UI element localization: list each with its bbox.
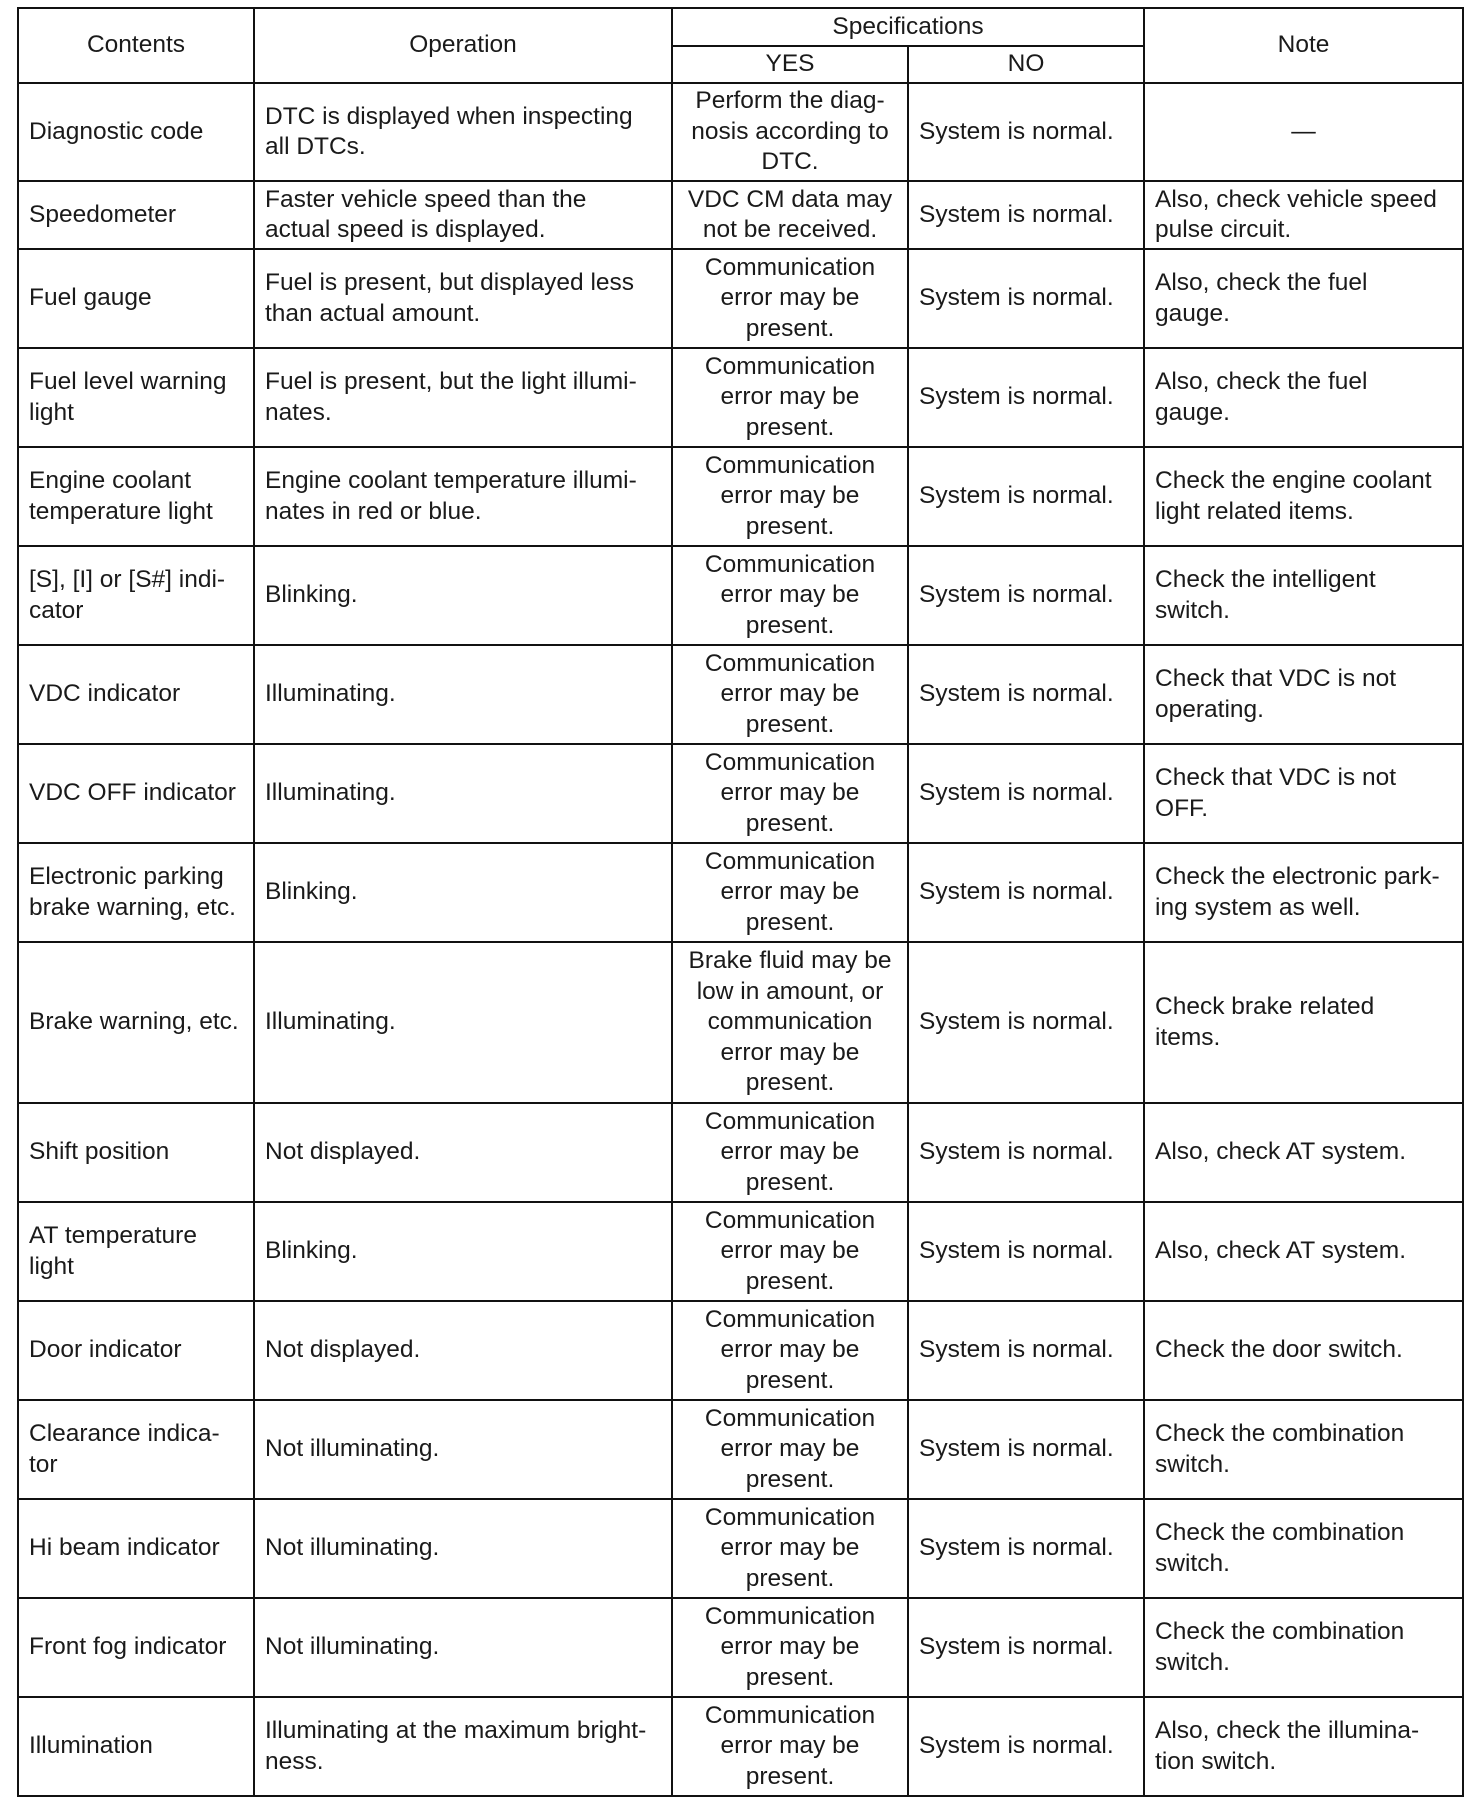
table-row bbox=[18, 181, 1463, 249]
cell-note bbox=[1144, 744, 1463, 843]
cell-yes bbox=[672, 1103, 908, 1202]
cell-operation bbox=[254, 1400, 672, 1499]
cell-note bbox=[1144, 181, 1463, 249]
cell-contents bbox=[18, 83, 254, 181]
cell-yes bbox=[672, 1202, 908, 1301]
cell-contents-text: AT temperature light bbox=[29, 1222, 197, 1280]
cell-no-text: System is normal. bbox=[919, 779, 1114, 807]
cell-yes-text: Communication error may be present. bbox=[704, 1602, 876, 1691]
cell-yes-text: Communication error may be present. bbox=[704, 1107, 876, 1196]
cell-yes bbox=[672, 1400, 908, 1499]
cell-yes bbox=[672, 1697, 908, 1796]
cell-note-text: Check the intelligent switch. bbox=[1155, 566, 1376, 624]
cell-yes-text: Communication error may be present. bbox=[704, 550, 876, 639]
cell-note-text: Check brake related items. bbox=[1155, 993, 1375, 1051]
cell-note-text: Also, check AT system. bbox=[1155, 1138, 1406, 1166]
cell-contents-text: VDC indicator bbox=[29, 680, 181, 708]
table-body bbox=[18, 83, 1463, 1796]
cell-note bbox=[1144, 1400, 1463, 1499]
cell-no bbox=[908, 83, 1144, 181]
cell-operation-text: Blinking. bbox=[265, 878, 358, 906]
cell-no bbox=[908, 1697, 1144, 1796]
cell-no-text: System is normal. bbox=[919, 1435, 1114, 1463]
cell-operation-text: Blinking. bbox=[265, 581, 358, 609]
cell-operation bbox=[254, 645, 672, 744]
table-row bbox=[18, 1202, 1463, 1301]
cell-no-text: System is normal. bbox=[919, 1534, 1114, 1562]
cell-operation-text: Fuel is present, but the light illumi- nates. bbox=[265, 368, 637, 426]
cell-note bbox=[1144, 843, 1463, 942]
cell-contents-text: [S], [I] or [S#] indi- cator bbox=[29, 566, 226, 624]
cell-yes-text: Perform the diag- nosis according to DTC. bbox=[691, 87, 889, 176]
cell-operation-text: Not illuminating. bbox=[265, 1534, 440, 1562]
cell-operation bbox=[254, 546, 672, 645]
cell-contents bbox=[18, 181, 254, 249]
cell-contents bbox=[18, 348, 254, 447]
cell-no-text: System is normal. bbox=[919, 1008, 1114, 1036]
cell-note-text: Check the engine coolant light related items. bbox=[1155, 467, 1432, 525]
table-row bbox=[18, 1400, 1463, 1499]
cell-no bbox=[908, 1103, 1144, 1202]
cell-note-text: Check the door switch. bbox=[1155, 1336, 1403, 1364]
cell-contents-text: Fuel level warning light bbox=[29, 368, 227, 426]
cell-operation-text: Blinking. bbox=[265, 1237, 358, 1265]
cell-yes bbox=[672, 181, 908, 249]
header-contents: Contents bbox=[18, 8, 254, 83]
cell-contents bbox=[18, 546, 254, 645]
cell-no-text: System is normal. bbox=[919, 284, 1114, 312]
cell-note bbox=[1144, 1697, 1463, 1796]
cell-note-text: Also, check the fuel gauge. bbox=[1155, 368, 1368, 426]
cell-no bbox=[908, 1202, 1144, 1301]
cell-contents bbox=[18, 1103, 254, 1202]
cell-operation-text: Illuminating at the maximum bright- ness. bbox=[265, 1717, 647, 1775]
table-row bbox=[18, 843, 1463, 942]
cell-operation bbox=[254, 1103, 672, 1202]
header-row-top bbox=[18, 8, 1463, 46]
cell-operation-text: Illuminating. bbox=[265, 779, 396, 807]
cell-yes bbox=[672, 1598, 908, 1697]
cell-no bbox=[908, 181, 1144, 249]
cell-operation bbox=[254, 744, 672, 843]
cell-yes-text: Brake fluid may be low in amount, or communication error may be present. bbox=[688, 947, 892, 1097]
cell-no bbox=[908, 348, 1144, 447]
cell-operation bbox=[254, 1598, 672, 1697]
cell-no bbox=[908, 1301, 1144, 1400]
table-row bbox=[18, 1499, 1463, 1598]
specification-table bbox=[17, 7, 1464, 1797]
table-row bbox=[18, 83, 1463, 181]
cell-contents-text: Front fog indicator bbox=[29, 1633, 227, 1661]
cell-note-text: Check the combination switch. bbox=[1155, 1519, 1405, 1577]
cell-contents bbox=[18, 1202, 254, 1301]
cell-no bbox=[908, 1598, 1144, 1697]
cell-yes-text: Communication error may be present. bbox=[704, 1305, 876, 1394]
cell-no bbox=[908, 645, 1144, 744]
table-row bbox=[18, 1103, 1463, 1202]
cell-contents bbox=[18, 942, 254, 1103]
cell-contents-text: Door indicator bbox=[29, 1336, 182, 1364]
table-row bbox=[18, 942, 1463, 1103]
cell-operation-text: Illuminating. bbox=[265, 1008, 396, 1036]
cell-note-text: Check the combination switch. bbox=[1155, 1618, 1405, 1676]
cell-yes bbox=[672, 843, 908, 942]
cell-operation-text: DTC is displayed when inspecting all DTCs. bbox=[265, 102, 633, 160]
cell-operation-text: Faster vehicle speed than the actual speed is displayed. bbox=[265, 185, 587, 243]
cell-note bbox=[1144, 83, 1463, 181]
cell-no-text: System is normal. bbox=[919, 878, 1114, 906]
cell-contents-text: Clearance indica- tor bbox=[29, 1420, 220, 1478]
cell-operation bbox=[254, 249, 672, 348]
header-yes: YES bbox=[672, 46, 908, 83]
cell-operation bbox=[254, 348, 672, 447]
cell-note-text: Check the combination switch. bbox=[1155, 1420, 1405, 1478]
cell-yes-text: Communication error may be present. bbox=[704, 649, 876, 738]
cell-operation-text: Not displayed. bbox=[265, 1336, 421, 1364]
cell-note-text: Check that VDC is not OFF. bbox=[1155, 764, 1397, 822]
cell-yes bbox=[672, 1499, 908, 1598]
cell-yes bbox=[672, 546, 908, 645]
cell-operation-text: Not illuminating. bbox=[265, 1435, 440, 1463]
cell-yes-text: Communication error may be present. bbox=[704, 847, 876, 936]
cell-operation bbox=[254, 942, 672, 1103]
cell-yes-text: Communication error may be present. bbox=[704, 748, 876, 837]
table-row bbox=[18, 249, 1463, 348]
cell-no-text: System is normal. bbox=[919, 680, 1114, 708]
cell-contents bbox=[18, 1301, 254, 1400]
cell-contents bbox=[18, 645, 254, 744]
cell-no bbox=[908, 744, 1144, 843]
cell-contents-text: VDC OFF indicator bbox=[29, 779, 236, 807]
cell-note bbox=[1144, 348, 1463, 447]
cell-contents-text: Engine coolant temperature light bbox=[29, 467, 213, 525]
cell-contents-text: Illumination bbox=[29, 1732, 153, 1760]
cell-operation-text: Not illuminating. bbox=[265, 1633, 440, 1661]
cell-no-text: System is normal. bbox=[919, 1138, 1114, 1166]
cell-contents-text: Shift position bbox=[29, 1138, 170, 1166]
cell-note bbox=[1144, 645, 1463, 744]
cell-contents bbox=[18, 1697, 254, 1796]
cell-operation-text: Not displayed. bbox=[265, 1138, 421, 1166]
cell-note-text: Check that VDC is not operating. bbox=[1155, 665, 1397, 723]
cell-contents bbox=[18, 744, 254, 843]
cell-contents-text: Fuel gauge bbox=[29, 284, 152, 312]
cell-no bbox=[908, 447, 1144, 546]
cell-yes-text: Communication error may be present. bbox=[704, 1206, 876, 1295]
cell-yes-text: Communication error may be present. bbox=[704, 253, 876, 342]
cell-yes-text: Communication error may be present. bbox=[704, 1404, 876, 1493]
cell-no bbox=[908, 843, 1144, 942]
header-specifications: Specifications bbox=[672, 8, 1144, 46]
cell-note bbox=[1144, 1301, 1463, 1400]
cell-note bbox=[1144, 1499, 1463, 1598]
cell-operation bbox=[254, 1202, 672, 1301]
cell-operation-text: Illuminating. bbox=[265, 680, 396, 708]
cell-contents-text: Speedometer bbox=[29, 200, 177, 228]
cell-no bbox=[908, 1499, 1144, 1598]
cell-no-text: System is normal. bbox=[919, 1336, 1114, 1364]
cell-contents-text: Hi beam indicator bbox=[29, 1534, 220, 1562]
table-row bbox=[18, 1301, 1463, 1400]
cell-note bbox=[1144, 1202, 1463, 1301]
header-operation: Operation bbox=[254, 8, 672, 83]
cell-yes-text: Communication error may be present. bbox=[704, 1701, 876, 1790]
cell-contents bbox=[18, 1400, 254, 1499]
cell-no bbox=[908, 249, 1144, 348]
cell-note bbox=[1144, 1598, 1463, 1697]
cell-no-text: System is normal. bbox=[919, 383, 1114, 411]
cell-note-text: Also, check the fuel gauge. bbox=[1155, 269, 1368, 327]
cell-note bbox=[1144, 546, 1463, 645]
cell-note-text: Also, check vehicle speed pulse circuit. bbox=[1155, 185, 1437, 243]
cell-contents bbox=[18, 1598, 254, 1697]
header-no: NO bbox=[908, 46, 1144, 83]
cell-operation bbox=[254, 1301, 672, 1400]
cell-no-text: System is normal. bbox=[919, 1732, 1114, 1760]
table-header bbox=[18, 8, 1463, 83]
cell-note bbox=[1144, 447, 1463, 546]
cell-yes-text: Communication error may be present. bbox=[704, 451, 876, 540]
table-row bbox=[18, 1598, 1463, 1697]
cell-no bbox=[908, 546, 1144, 645]
cell-operation bbox=[254, 1499, 672, 1598]
table-row bbox=[18, 447, 1463, 546]
cell-yes bbox=[672, 447, 908, 546]
cell-no bbox=[908, 1400, 1144, 1499]
cell-yes-text: Communication error may be present. bbox=[704, 352, 876, 441]
table-row bbox=[18, 744, 1463, 843]
cell-operation-text: Fuel is present, but displayed less than actual amount. bbox=[265, 269, 635, 327]
header-note: Note bbox=[1144, 8, 1463, 83]
cell-operation bbox=[254, 181, 672, 249]
cell-yes bbox=[672, 645, 908, 744]
cell-contents bbox=[18, 447, 254, 546]
cell-no bbox=[908, 942, 1144, 1103]
cell-contents-text: Brake warning, etc. bbox=[29, 1008, 239, 1036]
cell-yes-text: VDC CM data may not be received. bbox=[687, 185, 893, 243]
cell-no-text: System is normal. bbox=[919, 581, 1114, 609]
cell-contents-text: Diagnostic code bbox=[29, 117, 204, 145]
table-row bbox=[18, 645, 1463, 744]
table-row bbox=[18, 546, 1463, 645]
cell-contents bbox=[18, 249, 254, 348]
cell-note bbox=[1144, 942, 1463, 1103]
cell-note-text: Also, check AT system. bbox=[1155, 1237, 1406, 1265]
table-row bbox=[18, 348, 1463, 447]
cell-operation bbox=[254, 83, 672, 181]
cell-note bbox=[1144, 249, 1463, 348]
cell-no-text: System is normal. bbox=[919, 1633, 1114, 1661]
cell-yes bbox=[672, 348, 908, 447]
cell-contents bbox=[18, 1499, 254, 1598]
cell-operation-text: Engine coolant temperature illumi- nates in red or blue. bbox=[265, 467, 637, 525]
cell-no-text: System is normal. bbox=[919, 1237, 1114, 1265]
cell-note-text: — bbox=[1291, 117, 1316, 145]
cell-operation bbox=[254, 447, 672, 546]
cell-note-text: Check the electronic park- ing system as well. bbox=[1155, 863, 1440, 921]
cell-yes bbox=[672, 942, 908, 1103]
cell-no-text: System is normal. bbox=[919, 117, 1114, 145]
cell-note-text: Also, check the illumina- tion switch. bbox=[1155, 1717, 1420, 1775]
cell-yes bbox=[672, 83, 908, 181]
cell-operation bbox=[254, 1697, 672, 1796]
cell-yes bbox=[672, 1301, 908, 1400]
cell-no-text: System is normal. bbox=[919, 200, 1114, 228]
cell-contents-text: Electronic parking brake warning, etc. bbox=[29, 863, 236, 921]
cell-note bbox=[1144, 1103, 1463, 1202]
cell-yes-text: Communication error may be present. bbox=[704, 1503, 876, 1592]
cell-yes bbox=[672, 744, 908, 843]
table-row bbox=[18, 1697, 1463, 1796]
cell-operation bbox=[254, 843, 672, 942]
cell-no-text: System is normal. bbox=[919, 482, 1114, 510]
cell-yes bbox=[672, 249, 908, 348]
cell-contents bbox=[18, 843, 254, 942]
